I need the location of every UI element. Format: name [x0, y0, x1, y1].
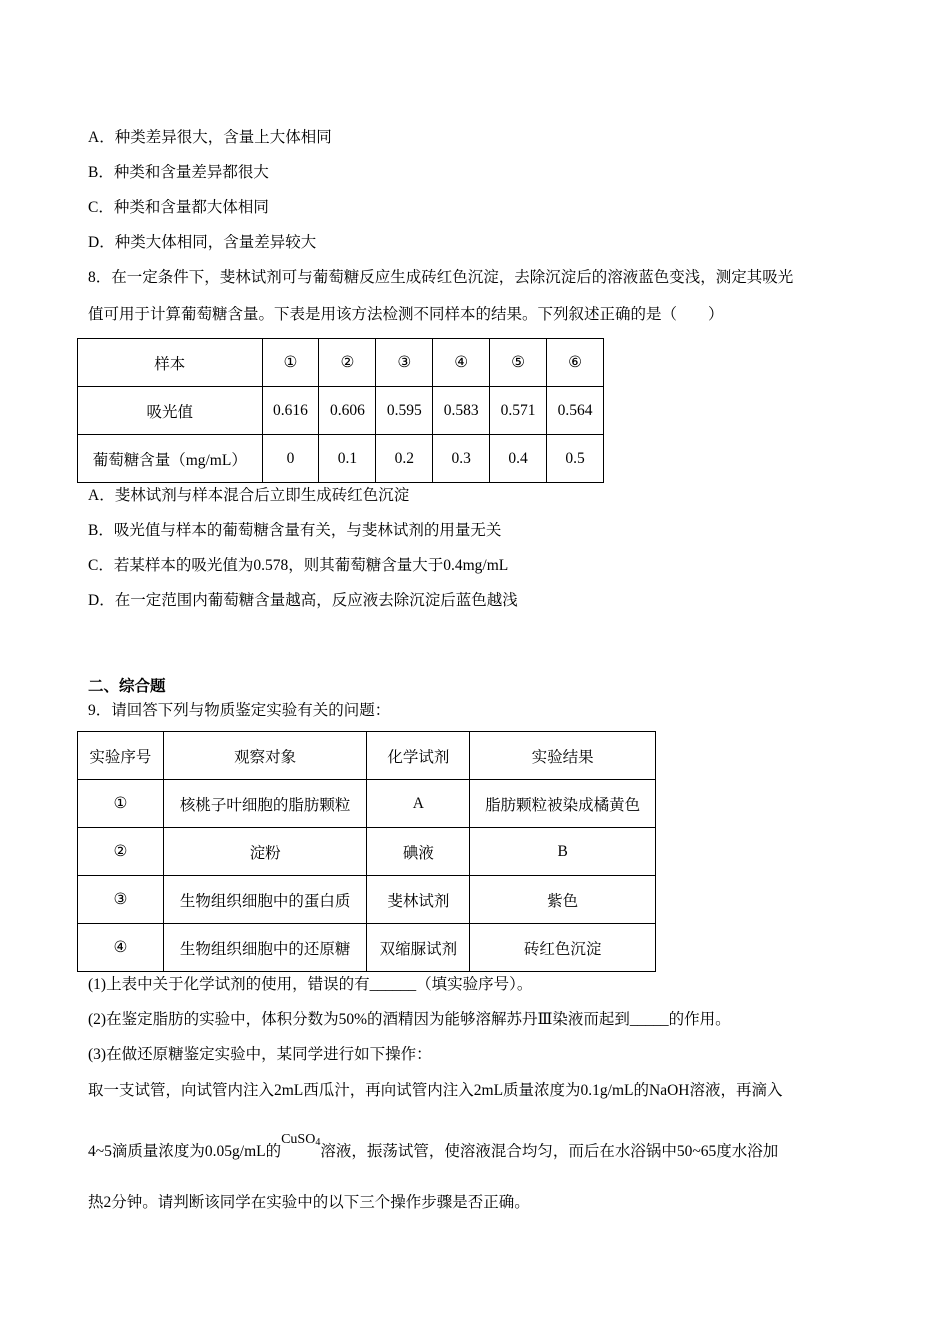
q9-stem: 9．请回答下列与物质鉴定实验有关的问题：	[88, 702, 391, 719]
table-cell: ②	[78, 828, 164, 876]
q9-paragraph-line2	[88, 1132, 779, 1166]
table-row	[78, 732, 656, 780]
table-cell: 化学试剂	[367, 732, 470, 780]
table-cell: 0.583	[433, 387, 490, 435]
table-cell: ③	[78, 876, 164, 924]
paragraph-text: 溶液，振荡试管，使溶液混合均匀，而后在水浴锅中50~65度水浴加	[320, 1143, 779, 1160]
q9-sub1: (1)上表中关于化学试剂的使用，错误的有______（填实验序号）。	[88, 976, 533, 993]
table-cell: 核桃子叶细胞的脂肪颗粒	[163, 780, 367, 828]
table-cell: 0.564	[547, 387, 604, 435]
q9-paragraph-line1: 取一支试管，向试管内注入2mL西瓜汁，再向试管内注入2mL质量浓度为0.1g/mL的NaOH溶液，再滴入	[88, 1082, 783, 1099]
table-row	[78, 876, 656, 924]
table-cell: 0.571	[490, 387, 547, 435]
table-cell: 观察对象	[163, 732, 367, 780]
table-cell: ①	[262, 339, 319, 387]
q7-option-b: B．种类和含量差异都很大	[88, 164, 269, 181]
table-cell: A	[367, 780, 470, 828]
table-row	[78, 435, 604, 483]
q8-option-c: C．若某样本的吸光值为0.578，则其葡萄糖含量大于0.4mg/mL	[88, 557, 509, 574]
table-cell: 0	[262, 435, 319, 483]
q8-option-b: B．吸光值与样本的葡萄糖含量有关，与斐林试剂的用量无关	[88, 522, 502, 539]
table-cell: 0.4	[490, 435, 547, 483]
table-cell: ④	[78, 924, 164, 972]
table-cell: 紫色	[470, 876, 656, 924]
table-row	[78, 780, 656, 828]
paragraph-text: 4~5滴质量浓度为0.05g/mL的	[88, 1143, 282, 1160]
q7-option-d: D．种类大体相同，含量差异较大	[88, 234, 317, 251]
table-cell: 实验结果	[470, 732, 656, 780]
table-cell: 0.5	[547, 435, 604, 483]
q8-stem-line2: 值可用于计算葡萄糖含量。下表是用该方法检测不同样本的结果。下列叙述正确的是（ ）	[88, 306, 724, 323]
table-cell: 斐林试剂	[367, 876, 470, 924]
table-cell: 实验序号	[78, 732, 164, 780]
table-cell: 吸光值	[78, 387, 263, 435]
table-row	[78, 387, 604, 435]
table-cell: 样本	[78, 339, 263, 387]
table-cell: B	[470, 828, 656, 876]
table-row	[78, 828, 656, 876]
table-cell: ①	[78, 780, 164, 828]
table-row	[78, 339, 604, 387]
q7-option-a: A．种类差异很大，含量上大体相同	[88, 129, 332, 146]
table-cell: 双缩脲试剂	[367, 924, 470, 972]
table-cell: 0.1	[319, 435, 376, 483]
formula-subscript: 4	[315, 1137, 321, 1148]
table-row	[78, 924, 656, 972]
q9-table	[77, 731, 656, 972]
q7-option-c: C．种类和含量都大体相同	[88, 199, 269, 216]
chemical-formula	[281, 1132, 321, 1166]
table-cell: 0.3	[433, 435, 490, 483]
table-cell: ④	[433, 339, 490, 387]
q8-option-a: A．斐林试剂与样本混合后立即生成砖红色沉淀	[88, 487, 410, 504]
table-cell: ②	[319, 339, 376, 387]
table-cell: ⑤	[490, 339, 547, 387]
table-cell: 0.595	[376, 387, 433, 435]
table-cell: 0.616	[262, 387, 319, 435]
table-cell: 葡萄糖含量（mg/mL）	[78, 435, 263, 483]
q8-option-d: D．在一定范围内葡萄糖含量越高，反应液去除沉淀后蓝色越浅	[88, 592, 518, 609]
table-cell: 生物组织细胞中的蛋白质	[163, 876, 367, 924]
q9-sub2: (2)在鉴定脂肪的实验中，体积分数为50%的酒精因为能够溶解苏丹Ⅲ染液而起到_____的作用。	[88, 1011, 731, 1028]
table-cell: 0.2	[376, 435, 433, 483]
table-cell: 淀粉	[163, 828, 367, 876]
q8-stem-line1: 8．在一定条件下，斐林试剂可与葡萄糖反应生成砖红色沉淀，去除沉淀后的溶液蓝色变浅，测定其吸光	[88, 269, 794, 286]
q9-sub3: (3)在做还原糖鉴定实验中，某同学进行如下操作：	[88, 1046, 432, 1063]
table-cell: 砖红色沉淀	[470, 924, 656, 972]
table-cell: 碘液	[367, 828, 470, 876]
table-cell: ⑥	[547, 339, 604, 387]
q8-table	[77, 338, 604, 483]
q9-paragraph-line3: 热2分钟。请判断该同学在实验中的以下三个操作步骤是否正确。	[88, 1194, 530, 1211]
table-cell: ③	[376, 339, 433, 387]
table-cell: 脂肪颗粒被染成橘黄色	[470, 780, 656, 828]
table-cell: 0.606	[319, 387, 376, 435]
table-cell: 生物组织细胞中的还原糖	[163, 924, 367, 972]
formula-text: CuSO	[281, 1132, 316, 1147]
section-title: 二、综合题	[88, 678, 166, 695]
